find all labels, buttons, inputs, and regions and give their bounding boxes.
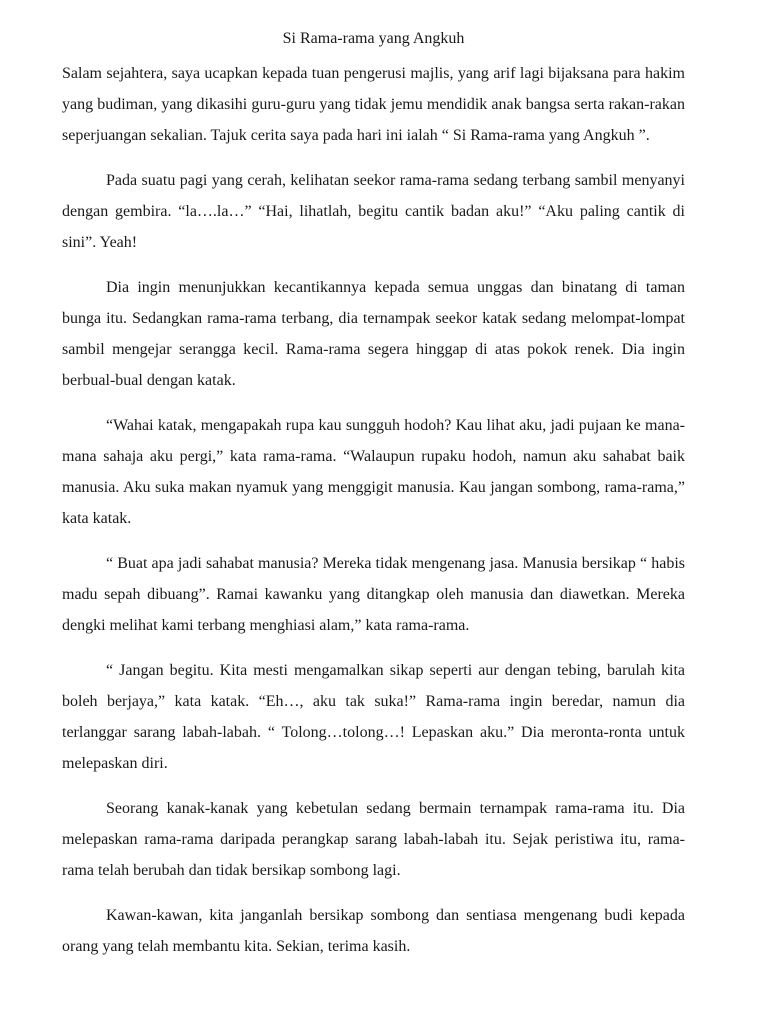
paragraph-closing: Kawan-kawan, kita janganlah bersikap sombong dan sentiasa mengenang budi kepada orang yang telah membantu kita. Sekian, terima kasih. bbox=[62, 907, 685, 955]
paragraph: “Wahai katak, mengapakah rupa kau sungguh hodoh? Kau lihat aku, jadi pujaan ke mana-mana sahaja aku pergi,” kata rama-rama. “Walaupun rupaku hodoh, namun aku sahabat baik manusia. Aku suka makan nyamuk yang menggigit manusia. Kau jangan sombong, rama-rama,” kata katak. bbox=[62, 417, 685, 527]
paragraph: “ Buat apa jadi sahabat manusia? Mereka tidak mengenang jasa. Manusia bersikap “ habis madu sepah dibuang”. Ramai kawanku yang ditangkap oleh manusia dan diawetkan. Mereka dengki melihat kami terbang menghiasi alam,” kata rama-rama. bbox=[62, 555, 685, 634]
document-title: Si Rama-rama yang Angkuh bbox=[282, 30, 465, 47]
paragraph: Seorang kanak-kanak yang kebetulan sedang bermain ternampak rama-rama itu. Dia melepaskan rama-rama daripada perangkap sarang labah-labah itu. Sejak peristiwa itu, rama-rama telah berubah dan tidak bersikap sombong lagi. bbox=[62, 800, 685, 879]
paragraph-opening: Salam sejahtera, saya ucapkan kepada tuan pengerusi majlis, yang arif lagi bijaksana para hakim yang budiman, yang dikasihi guru-guru yang tidak jemu mendidik anak bangsa serta rakan-rakan seperjuangan sekalian. Tajuk cerita saya pada hari ini ialah “ Si Rama-rama yang Angkuh ”. bbox=[62, 65, 685, 144]
document-page bbox=[62, 26, 685, 976]
paragraph: Dia ingin menunjukkan kecantikannya kepada semua unggas dan binatang di taman bunga itu. Sedangkan rama-rama terbang, dia ternampak seekor katak sedang melompat-lompat sambil mengejar serangga kecil. Rama-rama segera hinggap di atas pokok renek. Dia ingin berbual-bual dengan katak. bbox=[62, 279, 685, 389]
paragraph: Pada suatu pagi yang cerah, kelihatan seekor rama-rama sedang terbang sambil menyanyi dengan gembira. “la….la…” “Hai, lihatlah, begitu cantik badan aku!” “Aku paling cantik di sini”. Yeah! bbox=[62, 172, 685, 251]
paragraph: “ Jangan begitu. Kita mesti mengamalkan sikap seperti aur dengan tebing, barulah kita boleh berjaya,” kata katak. “Eh…, aku tak suka!” Rama-rama ingin beredar, namun dia terlanggar sarang labah-labah. “ Tolong…tolong…! Lepaskan aku.” Dia meronta-ronta untuk melepaskan diri. bbox=[62, 662, 685, 772]
